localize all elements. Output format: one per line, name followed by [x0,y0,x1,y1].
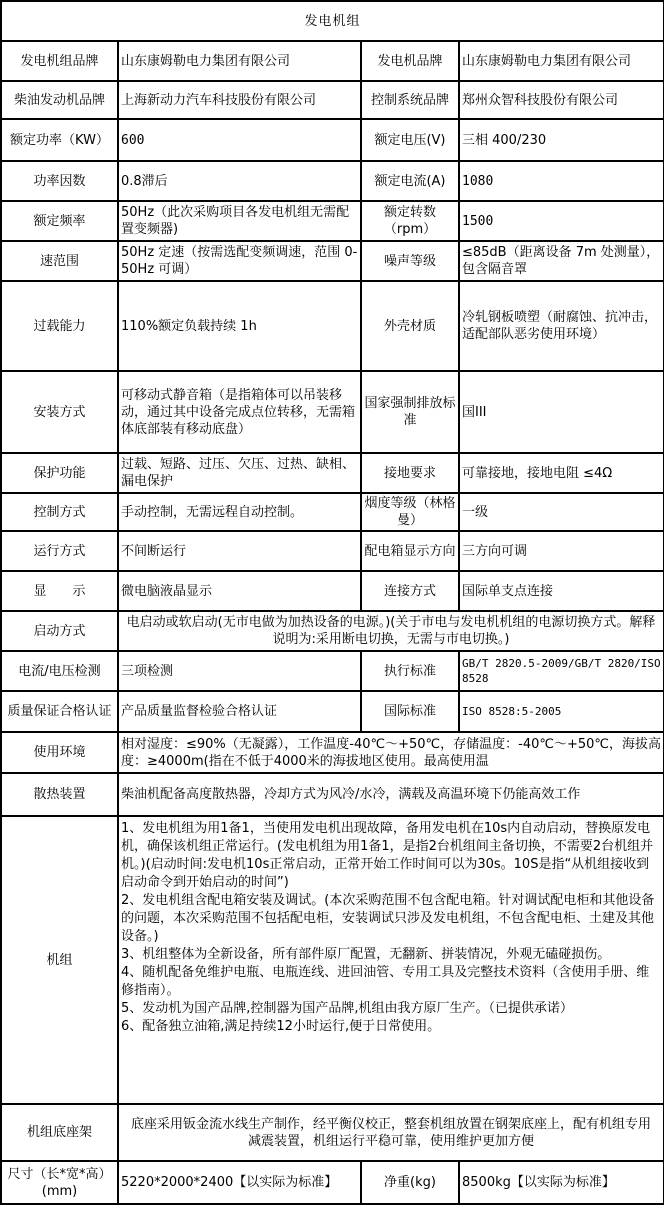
value-grounding: 可靠接地，接地电阻 ≤4Ω [459,453,664,493]
value-environment: 相对湿度：≤90%（无凝露），工作温度-40℃～+50℃，存储温度：-40℃～+50℃，海拔高度：≥4000m(指在不低于4000米的海拔地区使用。最高使用温 [118,732,664,773]
label-enclosure-material: 外壳材质 [361,281,459,371]
label-intl-standard: 国际标准 [361,691,459,732]
value-exec-standard: GB/T 2820.5-2009/GB/T 2820/ISO 8528 [459,651,664,691]
row-detection [1,651,664,691]
label-alternator-brand: 发电机品牌 [361,41,459,81]
label-controller-brand: 控制系统品牌 [361,81,459,119]
note-item-6: 6、配备独立油箱,满足持续12小时运行,便于日常使用。 [121,1019,441,1034]
value-alternator-brand: 山东康姆勒电力集团有限公司 [459,41,664,81]
row-installation [1,371,664,453]
value-rated-current: 1080 [459,161,664,201]
row-operation-mode [1,531,664,571]
label-grounding: 接地要求 [361,453,459,493]
value-installation: 可移动式静音箱（是指箱体可以吊装移动，通过其中设备完成点位转移，无需箱体底部装有移动底盘） [118,371,361,453]
label-installation: 安装方式 [1,371,118,453]
label-smoke-level: 烟度等级（林格曼） [361,493,459,531]
genset-notes-list [118,816,664,1104]
row-power-factor [1,161,664,201]
label-control-mode: 控制方式 [1,493,118,531]
row-overload [1,281,664,371]
label-engine-brand: 柴油发动机品牌 [1,81,118,119]
label-operation-mode: 运行方式 [1,531,118,571]
value-enclosure-material: 冷轧钢板喷塑（耐腐蚀、抗冲击，适配部队恶劣使用环境） [459,281,664,371]
label-connection: 连接方式 [361,571,459,611]
value-start-mode: 电启动或软启动(无市电做为加热设备的电源。)(关于市电与发电机机组的电源切换方式。解释说明为:采用断电切换，无需与市电切换。) [118,611,664,651]
value-net-weight: 8500kg【以实际为标准】 [459,1161,664,1204]
row-start-mode [1,611,664,651]
value-genset-brand: 山东康姆勒电力集团有限公司 [118,41,361,81]
value-smoke-level: 一级 [459,493,664,531]
row-control-mode [1,493,664,531]
label-rated-frequency: 额定频率 [1,201,118,241]
note-item-2: 2、发电机组含配电箱安装及调试。(本次采购范围不包含配电箱。针对调试配电柜和其他设备的问题，本次采购范围不包括配电柜，安装调试只涉及发电机组，不包含配电柜、土建及其他设备。) [121,893,655,944]
label-display-direction: 配电箱显示方向 [361,531,459,571]
value-display-direction: 三方向可调 [459,531,664,571]
label-dimensions: 尺寸（长*宽*高）(mm) [1,1161,118,1204]
label-genset-brand: 发电机组品牌 [1,41,118,81]
row-dimensions [1,1161,664,1204]
label-speed-range: 速范围 [1,241,118,281]
value-rated-speed: 1500 [459,201,664,241]
label-detection: 电流/电压检测 [1,651,118,691]
label-display: 显 示 [1,571,118,611]
value-intl-standard: ISO 8528:5-2005 [459,691,664,732]
label-overload: 过载能力 [1,281,118,371]
label-rated-power: 额定功率（KW） [1,119,118,161]
row-display [1,571,664,611]
note-item-4: 4、随机配备免维护电瓶、电瓶连线、进回油管、专用工具及完整技术资料（含使用手册、维修指南）。 [121,965,650,998]
row-genset-brand [1,41,664,81]
label-power-factor: 功率因数 [1,161,118,201]
row-genset-notes [1,816,664,1104]
note-item-1: 1、发电机组为用1备1，当使用发电机出现故障，备用发电机在10s内自动启动，替换原发电机，确保该机组正常运行。(发电机组为用1备1，是指2台机组间主备切换，不需要2台机组并机。)(启动时间:发电机10s正常启动，正常开始工作时间可以为30s。10S是指“从机组接收到启动命令到开始启动的时间”) [121,821,654,890]
value-control-mode: 手动控制，无需远程自动控制。 [118,493,361,531]
label-rated-voltage: 额定电压(V) [361,119,459,161]
value-rated-power: 600 [118,119,361,161]
row-cooling [1,773,664,816]
label-rated-current: 额定电流(A) [361,161,459,201]
value-cooling: 柴油机配备高度散热器，冷却方式为风冷/水冷，满载及高温环境下仍能高效工作 [118,773,664,816]
row-certification [1,691,664,732]
value-protection: 过载、短路、过压、欠压、过热、缺相、漏电保护 [118,453,361,493]
row-base-frame [1,1104,664,1161]
label-rated-speed: 额定转数（rpm） [361,201,459,241]
table-title: 发电机组 [1,1,664,41]
value-dimensions: 5220*2000*2400【以实际为标准】 [118,1161,361,1204]
value-controller-brand: 郑州众智科技股份有限公司 [459,81,664,119]
row-speed-range [1,241,664,281]
value-speed-range: 50Hz 定速（按需选配变频调速，范围 0-50Hz 可调） [118,241,361,281]
value-engine-brand: 上海新动力汽车科技股份有限公司 [118,81,361,119]
label-protection: 保护功能 [1,453,118,493]
label-exec-standard: 执行标准 [361,651,459,691]
label-cooling: 散热装置 [1,773,118,816]
value-certification: 产品质量监督检验合格认证 [118,691,361,732]
value-noise-level: ≤85dB（距离设备 7m 处测量），包含隔音罩 [459,241,664,281]
value-rated-frequency: 50Hz（此次采购项目各发电机组无需配置变频器) [118,201,361,241]
label-certification: 质量保证合格认证 [1,691,118,732]
row-protection [1,453,664,493]
value-rated-voltage: 三相 400/230 [459,119,664,161]
label-emission-standard: 国家强制排放标准 [361,371,459,453]
label-environment: 使用环境 [1,732,118,773]
row-environment [1,732,664,773]
value-emission-standard: 国III [459,371,664,453]
value-operation-mode: 不间断运行 [118,531,361,571]
label-genset-notes: 机组 [1,816,118,1104]
value-detection: 三项检测 [118,651,361,691]
row-rated-power [1,119,664,161]
value-base-frame: 底座采用钣金流水线生产制作，经平衡仪校正，整套机组放置在钢架底座上，配有机组专用减震装置，机组运行平稳可靠，使用维护更加方便 [118,1104,664,1161]
note-item-3: 3、机组整体为全新设备，所有部件原厂配置，无翻新、拼装情况，外观无磕碰损伤。 [121,947,611,962]
label-noise-level: 噪声等级 [361,241,459,281]
value-power-factor: 0.8滞后 [118,161,361,201]
value-connection: 国际单支点连接 [459,571,664,611]
value-display: 微电脑液晶显示 [118,571,361,611]
value-overload: 110%额定负载持续 1h [118,281,361,371]
row-engine-brand [1,81,664,119]
label-base-frame: 机组底座架 [1,1104,118,1161]
note-item-5: 5、发动机为国产品牌,控制器为国产品牌,机组由我方原厂生产。（已提供承诺） [121,1001,574,1016]
label-start-mode: 启动方式 [1,611,118,651]
label-net-weight: 净重(kg) [361,1161,459,1204]
row-rated-frequency [1,201,664,241]
